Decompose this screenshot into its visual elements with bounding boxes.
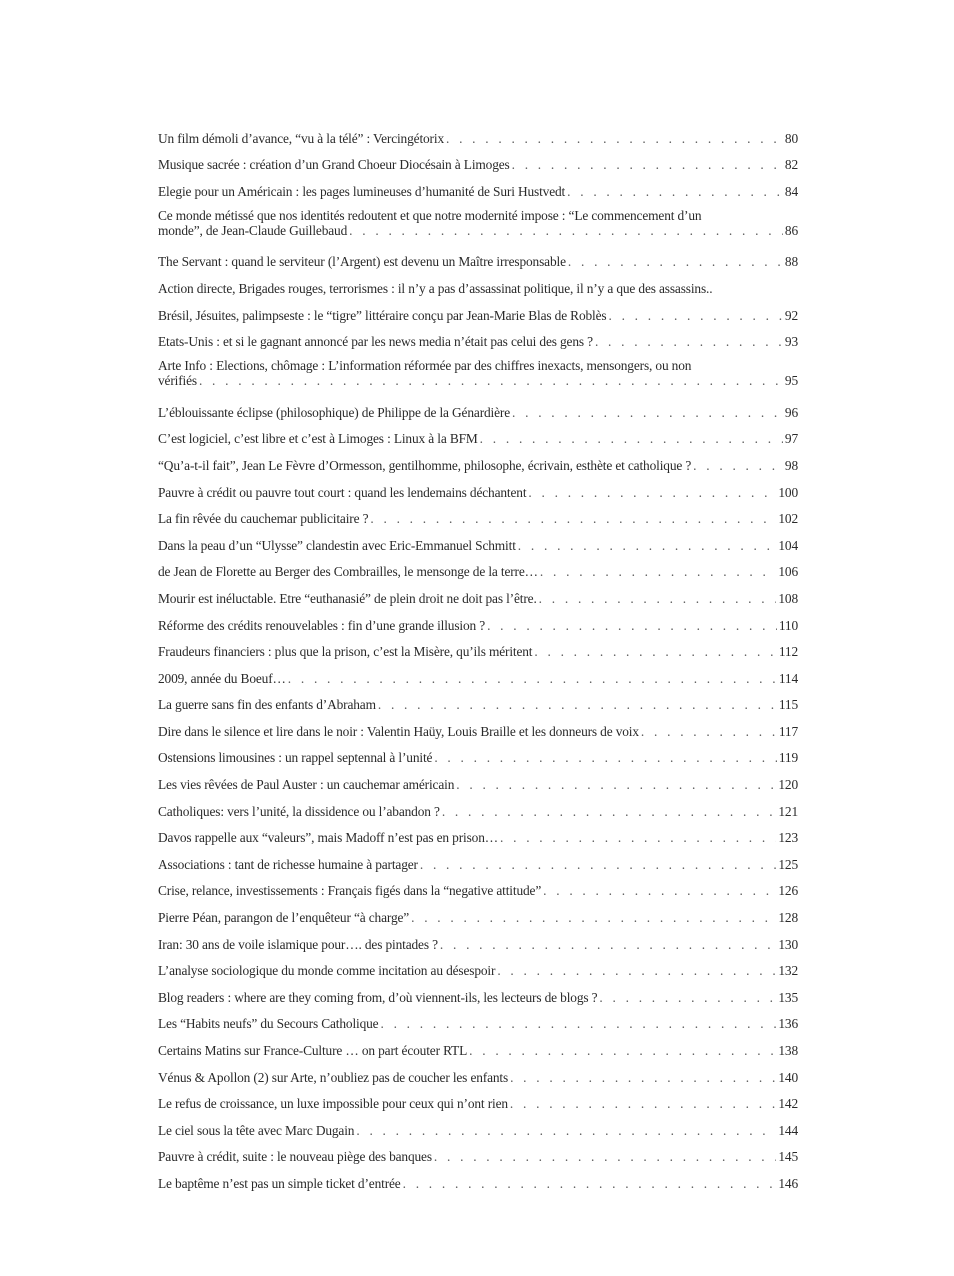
toc-entry [158, 478, 798, 505]
toc-entry [158, 824, 798, 851]
toc-page-number: 110 [778, 617, 798, 633]
toc-entry-title: Le refus de croissance, un luxe impossible pour ceux qui n’ont rien [158, 1096, 508, 1112]
toc-leader-dots [641, 724, 777, 740]
toc-leader-dots [510, 1096, 776, 1112]
toc-leader-dots [497, 963, 776, 979]
toc-entry-title: Crise, relance, investissements : Français figés dans la “negative attitude” [158, 883, 542, 899]
toc-entry-title: “Qu’a-t-il fait”, Jean Le Fèvre d’Ormesson, gentilhomme, philosophe, écrivain, esthète et catholique ? [158, 457, 692, 473]
toc-entry-title: Certains Matins sur France-Culture … on part écouter RTL [158, 1043, 468, 1058]
toc-page-number: 115 [778, 697, 798, 713]
toc-entry [158, 957, 798, 984]
toc-page-number: 112 [778, 644, 798, 660]
toc-leader-dots [456, 777, 776, 793]
toc-page-number: 100 [778, 484, 798, 500]
toc-leader-dots [512, 157, 783, 173]
toc-leader-dots [568, 254, 783, 270]
toc-leader-dots [403, 1176, 777, 1192]
toc-leader-dots [608, 308, 782, 324]
toc-page-number: 135 [778, 989, 798, 1005]
toc-entry-title: Catholiques: vers l’unité, la dissidence ou l’abandon ? [158, 803, 440, 819]
toc-leader-dots [442, 804, 777, 820]
toc-leader-dots [288, 671, 777, 687]
toc-entry [158, 691, 798, 718]
toc-page-number: 142 [778, 1096, 798, 1112]
toc-entry-title: La fin rêvée du cauchemar publicitaire ? [158, 511, 369, 527]
toc-leader-dots [446, 131, 783, 147]
toc-page-number: 108 [778, 590, 798, 606]
toc-page-number: 140 [778, 1069, 798, 1085]
toc-entry [158, 531, 798, 558]
toc-entry [158, 1090, 798, 1117]
toc-entry [158, 744, 798, 771]
toc-entry [158, 717, 798, 744]
toc-leader-dots [378, 697, 777, 713]
toc-entry-title: L’éblouissante éclipse (philosophique) de Philippe de la Génardière [158, 404, 511, 420]
toc-entry [158, 451, 798, 478]
toc-entry [158, 177, 798, 204]
toc-entry-title-line2: vérifiés [158, 373, 197, 389]
toc-leader-dots [487, 618, 777, 634]
toc-page-number: 132 [778, 963, 798, 979]
toc-entry-title: La guerre sans fin des enfants d’Abraham [158, 697, 376, 713]
toc-entry-title: Davos rappelle aux “valeurs”, mais Madoff n’est pas en prison… [158, 830, 498, 846]
toc-leader-dots [543, 883, 776, 899]
toc-entry-title: Ostensions limousines : un rappel septennal à l’unité [158, 750, 433, 766]
toc-entry [158, 1063, 798, 1090]
toc-page-number: 126 [778, 883, 798, 899]
toc-leader-dots [528, 485, 776, 501]
toc-leader-dots [370, 511, 776, 527]
toc-entry-title: Le baptême n’est pas un simple ticket d’entrée [158, 1175, 401, 1191]
toc-leader-dots [567, 184, 783, 200]
toc-page-number: 98 [784, 457, 798, 473]
toc-entry [158, 1036, 798, 1063]
toc-entry-title: Les vies rêvées de Paul Auster : un cauchemar américain [158, 777, 455, 793]
toc-entry-title: Dans la peau d’un “Ulysse” clandestin avec Eric-Emmanuel Schmitt [158, 537, 516, 553]
toc-entry-title: Les “Habits neufs” du Secours Catholique [158, 1016, 379, 1032]
toc-entry [158, 664, 798, 691]
toc-entry-title: Vénus & Apollon (2) sur Arte, n’oubliez pas de coucher les enfants [158, 1069, 509, 1085]
toc-leader-dots [356, 1123, 776, 1139]
toc-page-number: 86 [784, 222, 798, 238]
toc-entry [158, 903, 798, 930]
toc-leader-dots [434, 750, 777, 766]
toc-entry [158, 797, 798, 824]
toc-leader-dots [595, 334, 783, 350]
toc-entry-title: Le ciel sous la tête avec Marc Dugain [158, 1122, 355, 1138]
toc-entry-title: Iran: 30 ans de voile islamique pour…. des pintades ? [158, 936, 438, 952]
toc-leader-dots [518, 538, 777, 554]
toc-page-number: 128 [778, 910, 798, 926]
toc-entry-title: 2009, année du Boeuf… [158, 670, 286, 686]
toc-leader-dots [349, 223, 783, 238]
toc-leader-dots [469, 1043, 776, 1059]
toc-entry [158, 770, 798, 797]
toc-entry [158, 638, 798, 665]
toc-page-number: 120 [778, 777, 798, 793]
toc-entry [158, 354, 798, 398]
toc-entry [158, 124, 798, 151]
toc-entry [158, 425, 798, 452]
toc-entry-title: Dire dans le silence et lire dans le noir : Valentin Haüy, Louis Braille et les donneurs de voix [158, 723, 639, 739]
toc-page-number: 95 [784, 373, 798, 389]
toc-entry-title: Réforme des crédits renouvelables : fin d’une grande illusion ? [158, 617, 486, 633]
toc-entry [158, 877, 798, 904]
toc-page-number: 136 [778, 1016, 798, 1032]
toc-entry [158, 983, 798, 1010]
toc-leader-dots [434, 1149, 776, 1165]
toc-entry-title: Blog readers : where are they coming from, d’où viennent-ils, les lecteurs de blogs ? [158, 989, 598, 1005]
toc-page-number: 104 [778, 537, 798, 553]
toc-page-number: 117 [778, 723, 798, 739]
toc-entry [158, 301, 798, 328]
toc-leader-dots [510, 1070, 776, 1086]
toc-entry-title: Action directe, Brigades rouges, terrorismes : il n’y a pas d’assassinat politique, il n’y a que des assassins.. [158, 280, 713, 296]
toc-leader-dots [380, 1016, 776, 1032]
toc-page-number: 130 [778, 936, 798, 952]
toc-page-number: 146 [778, 1175, 798, 1191]
toc-leader-dots [480, 431, 783, 447]
toc-entry [158, 505, 798, 532]
toc-entry [158, 1116, 798, 1143]
toc-entry-title: Associations : tant de richesse humaine à partager [158, 856, 418, 872]
toc-entry-title: Etats-Unis : et si le gagnant annoncé par les news media n’était pas celui des gens ? [158, 334, 593, 350]
toc-entry [158, 1143, 798, 1170]
toc-page-number: 88 [784, 254, 798, 270]
toc-entry-title: Brésil, Jésuites, palimpseste : le “tigre” littéraire conçu par Jean-Marie Blas de Roblès [158, 307, 607, 323]
toc-leader-dots [420, 857, 777, 873]
toc-entry [158, 1169, 798, 1196]
toc-page-number: 106 [778, 564, 798, 580]
toc-page-number: 123 [778, 830, 798, 846]
toc-entry [158, 611, 798, 638]
toc-entry [158, 151, 798, 178]
toc-leader-dots [199, 373, 783, 388]
toc-entry-title: Mourir est inéluctable. Etre “euthanasié” de plein droit ne doit pas l’être. [158, 590, 537, 606]
toc-entry-title: Pierre Péan, parangon de l’enquêteur “à charge” [158, 910, 410, 926]
toc-leader-dots [534, 644, 776, 660]
toc-entry [158, 1010, 798, 1037]
toc-page-number: 102 [778, 511, 798, 527]
toc-page-number: 92 [784, 307, 798, 323]
toc-entry-title-continued [158, 223, 798, 238]
toc-entry-title-line2: monde”, de Jean-Claude Guillebaud [158, 222, 348, 238]
toc-entry-title: Un film démoli d’avance, “vu à la télé” : Vercingétorix [158, 130, 444, 146]
toc-page-number: 144 [778, 1122, 798, 1138]
toc-entry-title: The Servant : quand le serviteur (l’Argent) est devenu un Maître irresponsable [158, 254, 566, 270]
toc-entry [158, 328, 798, 355]
toc-entry [158, 398, 798, 425]
toc-entry-title-continued [158, 373, 798, 388]
toc-entry-title: Pauvre à crédit, suite : le nouveau piège des banques [158, 1149, 432, 1165]
toc-page-number: 114 [778, 670, 798, 686]
toc-entry-title: Ce monde métissé que nos identités redoutent et que notre modernité impose : “Le commencement d’un [158, 207, 702, 223]
toc-entry [158, 274, 798, 301]
toc-entry [158, 558, 798, 585]
toc-page-number: 80 [784, 130, 798, 146]
toc-entry [158, 930, 798, 957]
toc-page-number: 84 [784, 183, 798, 199]
toc-leader-dots [411, 910, 776, 926]
toc-entry-title: C’est logiciel, c’est libre et c’est à Limoges : Linux à la BFM [158, 431, 478, 447]
toc-entry-title: Pauvre à crédit ou pauvre tout court : quand les lendemains déchantent [158, 484, 527, 500]
toc-leader-dots [693, 458, 783, 474]
toc-leader-dots [440, 937, 776, 953]
toc-entry-title: Musique sacrée : création d’un Grand Choeur Diocésain à Limoges [158, 157, 510, 173]
toc-entry-title: L’analyse sociologique du monde comme incitation au désespoir [158, 963, 496, 979]
toc-page-number: 93 [784, 334, 798, 350]
toc-page-number: 138 [778, 1043, 798, 1058]
toc-entry [158, 248, 798, 275]
toc-entry [158, 204, 798, 248]
toc-entry [158, 584, 798, 611]
toc-leader-dots [539, 591, 777, 607]
toc-entry-title: Arte Info : Elections, chômage : L’information réformée par des chiffres inexacts, mensongers, ou non [158, 358, 692, 374]
toc-entry-title: Fraudeurs financiers : plus que la prison, c’est la Misère, qu’ils méritent [158, 644, 533, 660]
toc-entry [158, 850, 798, 877]
toc-leader-dots [540, 564, 776, 580]
toc-leader-dots [599, 990, 776, 1006]
toc-page-number: 125 [778, 856, 798, 872]
toc-entry-title: de Jean de Florette au Berger des Combrailles, le mensonge de la terre… [158, 564, 538, 580]
toc-leader-dots [512, 405, 783, 421]
toc-leader-dots [500, 830, 776, 846]
toc-page-number: 119 [778, 750, 798, 766]
toc-entry-title: Elegie pour un Américain : les pages lumineuses d’humanité de Suri Hustvedt [158, 183, 566, 199]
toc-page-number: 96 [784, 404, 798, 420]
toc-page-number: 82 [784, 157, 798, 173]
toc-page-number: 121 [778, 803, 798, 819]
toc-page-number: 97 [784, 431, 798, 447]
toc-page-number: 145 [778, 1149, 798, 1165]
table-of-contents [158, 124, 798, 1196]
